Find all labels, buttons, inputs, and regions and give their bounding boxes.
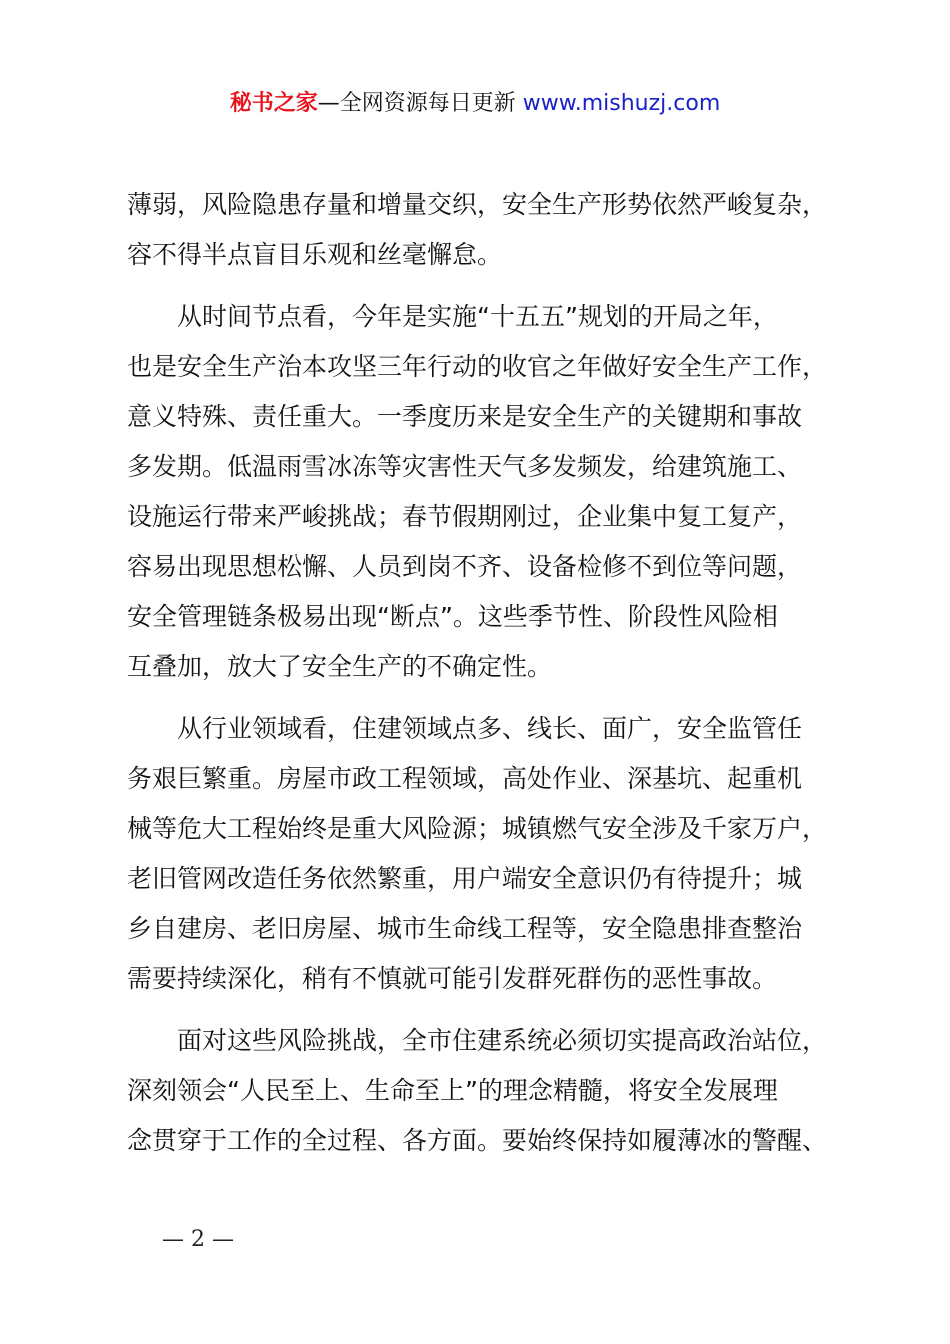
paragraph-3	[127, 704, 852, 1004]
text-line: 乡自建房、老旧房屋、城市生命线工程等，安全隐患排查整治	[127, 914, 803, 943]
text-line: 容不得半点盲目乐观和丝毫懈怠。	[127, 240, 503, 269]
text-line: 意义特殊、责任重大。一季度历来是安全生产的关键期和事故	[127, 402, 803, 431]
text-line: 老旧管网改造任务依然繁重，用户端安全意识仍有待提升；城	[127, 864, 803, 893]
header-tagline: —全网资源每日更新	[317, 91, 516, 116]
text-line: 需要持续深化，稍有不慎就可能引发群死群伤的恶性事故。	[127, 964, 778, 993]
text-line: 容易出现思想松懈、人员到岗不齐、设备检修不到位等问题，	[127, 552, 803, 581]
paragraph-4	[127, 1016, 852, 1166]
text-line: 念贯穿于工作的全过程、各方面。要始终保持如履薄冰的警醒、	[127, 1126, 828, 1155]
brand-name: 秘书之家	[229, 91, 318, 116]
page-header	[0, 86, 950, 122]
text-line: 务艰巨繁重。房屋市政工程领域，高处作业、深基坑、起重机	[127, 764, 803, 793]
text-line: 从行业领域看，住建领域点多、线长、面广，安全监管任	[177, 714, 803, 743]
text-line: 安全管理链条极易出现“断点”。这些季节性、阶段性风险相	[127, 602, 778, 631]
text-line: 也是安全生产治本攻坚三年行动的收官之年做好安全生产工作，	[127, 352, 828, 381]
text-line: 面对这些风险挑战，全市住建系统必须切实提高政治站位，	[177, 1026, 828, 1055]
paragraph-2	[127, 292, 852, 692]
text-line: 械等危大工程始终是重大风险源；城镇燃气安全涉及千家万户，	[127, 814, 828, 843]
site-url-link[interactable]: www.mishuzj.com	[522, 91, 721, 116]
text-line: 深刻领会“人民至上、生命至上”的理念精髓，将安全发展理	[127, 1076, 778, 1105]
document-body	[127, 180, 852, 1166]
text-line: 薄弱，风险隐患存量和增量交织，安全生产形势依然严峻复杂，	[127, 190, 828, 219]
text-line: 从时间节点看，今年是实施“十五五”规划的开局之年，	[177, 302, 778, 331]
paragraph-1	[127, 180, 852, 280]
page-number: — 2 —	[162, 1227, 234, 1252]
text-line: 设施运行带来严峻挑战；春节假期刚过，企业集中复工复产，	[127, 502, 803, 531]
text-line: 互叠加，放大了安全生产的不确定性。	[127, 652, 553, 681]
text-line: 多发期。低温雨雪冰冻等灾害性天气多发频发，给建筑施工、	[127, 452, 803, 481]
